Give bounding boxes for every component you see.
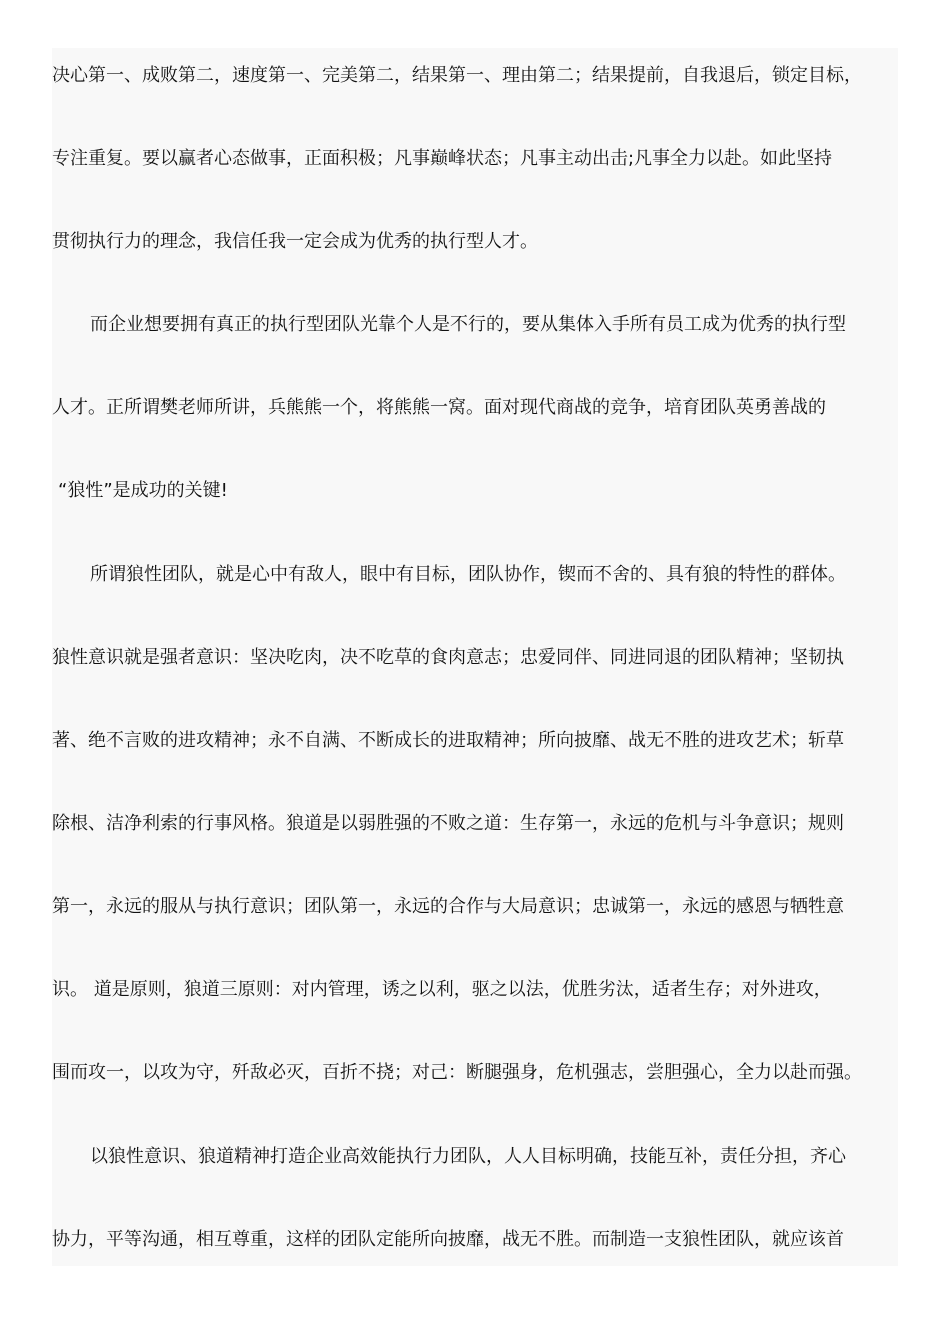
text-line-3: 贯彻执行力的理念，我信任我一定会成为优秀的执行型人才。	[52, 231, 538, 252]
text-line-2: 专注重复。要以赢者心态做事，正面积极；凡事巅峰状态；凡事主动出击;凡事全力以赴。如此坚持	[52, 148, 833, 169]
text-line-13: 围而攻一，以攻为守，歼敌必灭，百折不挠；对己：断腿强身，危机强志，尝胆强心，全力以赴而强。	[52, 1062, 862, 1083]
text-line-8: 狼性意识就是强者意识：坚决吃肉，决不吃草的食肉意志；忠爱同伴、同进同退的团队精神；坚韧执	[52, 647, 844, 668]
text-line-15: 协力，平等沟通，相互尊重，这样的团队定能所向披靡，战无不胜。而制造一支狼性团队，就应该首	[52, 1229, 844, 1250]
text-line-9: 著、绝不言败的进攻精神；永不自满、不断成长的进取精神；所向披靡、战无不胜的进攻艺术；斩草	[52, 730, 844, 751]
text-line-12: 识。 道是原则，狼道三原则：对内管理，诱之以利，驱之以法，优胜劣汰，适者生存；对外进攻，	[52, 979, 832, 1000]
text-line-5: 人才。正所谓樊老师所讲，兵熊熊一个，将熊熊一窝。面对现代商战的竞争，培育团队英勇善战的	[52, 397, 826, 418]
text-line-10: 除根、洁净利索的行事风格。狼道是以弱胜强的不败之道：生存第一，永远的危机与斗争意识；规则	[52, 813, 844, 834]
text-line-4: 而企业想要拥有真正的执行型团队光靠个人是不行的，要从集体入手所有员工成为优秀的执行型	[90, 314, 846, 335]
text-line-11: 第一，永远的服从与执行意识；团队第一，永远的合作与大局意识；忠诚第一，永远的感恩与牺牲意	[52, 896, 844, 917]
text-line-7: 所谓狼性团队，就是心中有敌人，眼中有目标，团队协作，锲而不舍的、具有狼的特性的群体。	[90, 564, 846, 585]
text-line-14: 以狼性意识、狼道精神打造企业高效能执行力团队，人人目标明确，技能互补，责任分担，齐心	[90, 1146, 846, 1167]
text-line-6: “狼性”是成功的关键!	[58, 480, 228, 501]
text-line-1: 决心第一、成败第二，速度第一、完美第二，结果第一、理由第二；结果提前，自我退后，锁定目标，	[52, 65, 862, 86]
document-text-block	[52, 48, 898, 1266]
